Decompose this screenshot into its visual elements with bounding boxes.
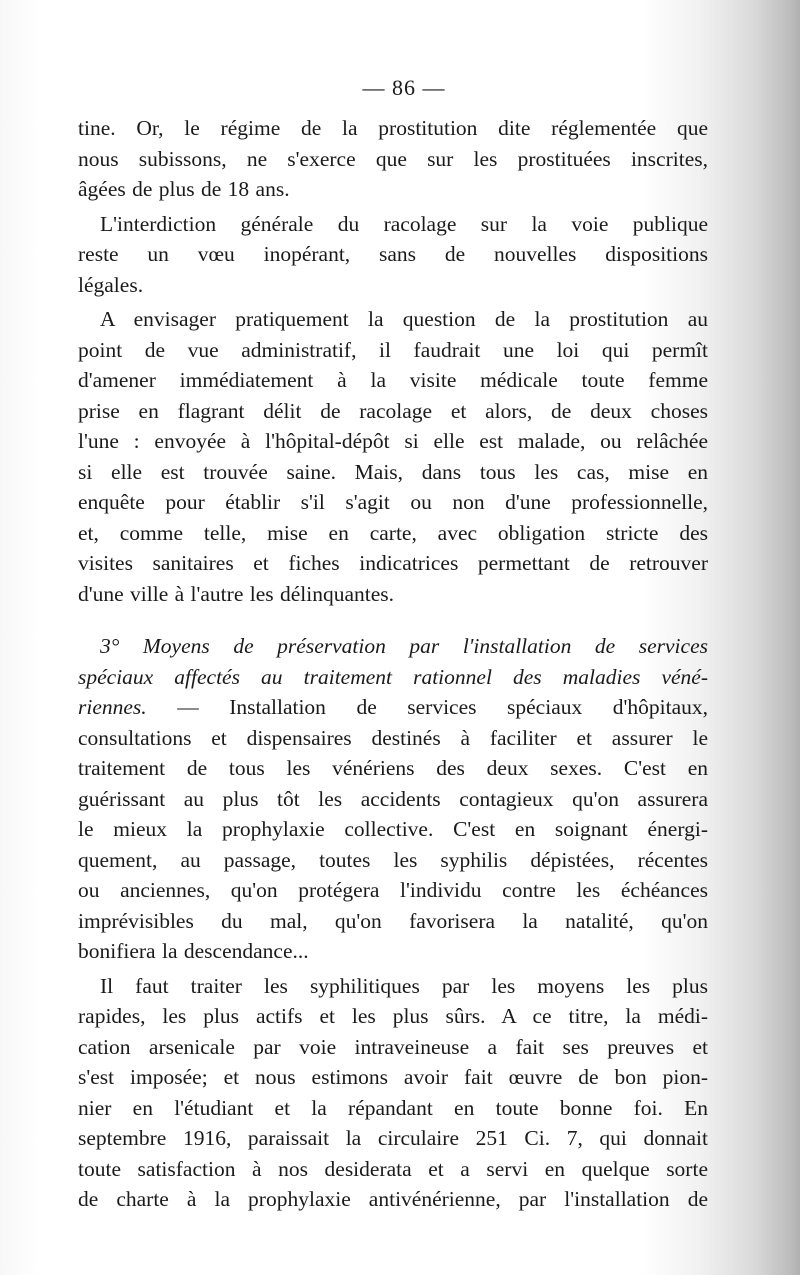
text-line: rapides, les plus actifs et les plus sûrs. A ce titre, la médi- bbox=[78, 1004, 708, 1028]
text-line: s'est imposée; et nous estimons avoir fait œuvre de bon pion- bbox=[78, 1065, 708, 1089]
text-line: reste un vœu inopérant, sans de nouvelles dispositions bbox=[78, 242, 708, 266]
paragraph bbox=[78, 971, 708, 1215]
text-line: légales. bbox=[78, 272, 144, 297]
text-line: guérissant au plus tôt les accidents contagieux qu'on assurera bbox=[78, 786, 708, 811]
section-heading-rest: — Installation de services spéciaux d'hôpitaux, bbox=[177, 695, 708, 719]
section-heading-line: 3° Moyens de préservation par l'installation de services bbox=[100, 634, 708, 658]
text-line: si elle est trouvée saine. Mais, dans tous les cas, mise en bbox=[78, 459, 708, 484]
text-line: tine. Or, le régime de la prostitution dite réglementée que bbox=[78, 116, 708, 140]
text-line: d'une ville à l'autre les délinquantes. bbox=[78, 581, 395, 606]
text-line: ou anciennes, qu'on protégera l'individu contre les échéances bbox=[78, 878, 708, 902]
text-line: quement, au passage, toutes les syphilis dépistées, récentes bbox=[78, 847, 708, 872]
section-heading-line: riennes. bbox=[78, 695, 147, 719]
text-line: septembre 1916, paraissait la circulaire 251 Ci. 7, qui donnait bbox=[78, 1126, 708, 1150]
text-line: l'une : envoyée à l'hôpital-dépôt si elle est malade, ou relâchée bbox=[78, 429, 708, 453]
text-line: toute satisfaction à nos desiderata et a servi en quelque sorte bbox=[78, 1156, 708, 1181]
paragraph bbox=[78, 209, 708, 301]
text-line: nier en l'étudiant et la répandant en toute bonne foi. En bbox=[78, 1095, 708, 1120]
text-line: nous subissons, ne s'exerce que sur les prostituées inscrites, bbox=[78, 146, 708, 171]
text-line: d'amener immédiatement à la visite médicale toute femme bbox=[78, 368, 708, 392]
text-line: imprévisibles du mal, qu'on favorisera la natalité, qu'on bbox=[78, 908, 708, 933]
text-line: âgées de plus de 18 ans. bbox=[78, 177, 290, 201]
paragraph bbox=[78, 113, 708, 205]
text-line: enquête pour établir s'il s'agit ou non d'une professionnelle, bbox=[78, 490, 708, 514]
text-line: cation arsenicale par voie intraveineuse a fait ses preuves et bbox=[78, 1034, 708, 1059]
section-heading-line: spéciaux affectés au traitement rationnel des maladies véné- bbox=[78, 664, 708, 689]
page-number: — 86 — bbox=[362, 75, 446, 100]
text-line: de charte à la prophylaxie antivénérienne, par l'installation de bbox=[78, 1187, 708, 1211]
text-line: bonifiera la descendance... bbox=[78, 939, 309, 963]
text-line: traitement de tous les vénériens des deux sexes. C'est en bbox=[78, 756, 708, 780]
section-paragraph bbox=[78, 631, 708, 967]
text-line: L'interdiction générale du racolage sur la voie publique bbox=[100, 211, 708, 236]
text-line: et, comme telle, mise en carte, avec obligation stricte des bbox=[78, 520, 708, 545]
text-line: Il faut traiter les syphilitiques par les moyens les plus bbox=[100, 973, 708, 998]
text-line: le mieux la prophylaxie collective. C'est en soignant énergi- bbox=[78, 817, 708, 841]
text-line bbox=[78, 692, 708, 723]
text-line: consultations et dispensaires destinés à faciliter et assurer le bbox=[78, 725, 708, 750]
text-line: A envisager pratiquement la question de la prostitution au bbox=[100, 307, 708, 331]
text-line: visites sanitaires et fiches indicatrices permettant de retrouver bbox=[78, 551, 708, 575]
body-text bbox=[78, 113, 708, 1215]
paragraph bbox=[78, 304, 708, 609]
text-line: point de vue administratif, il faudrait une loi qui permît bbox=[78, 337, 708, 362]
text-line: prise en flagrant délit de racolage et alors, de deux choses bbox=[78, 398, 708, 423]
